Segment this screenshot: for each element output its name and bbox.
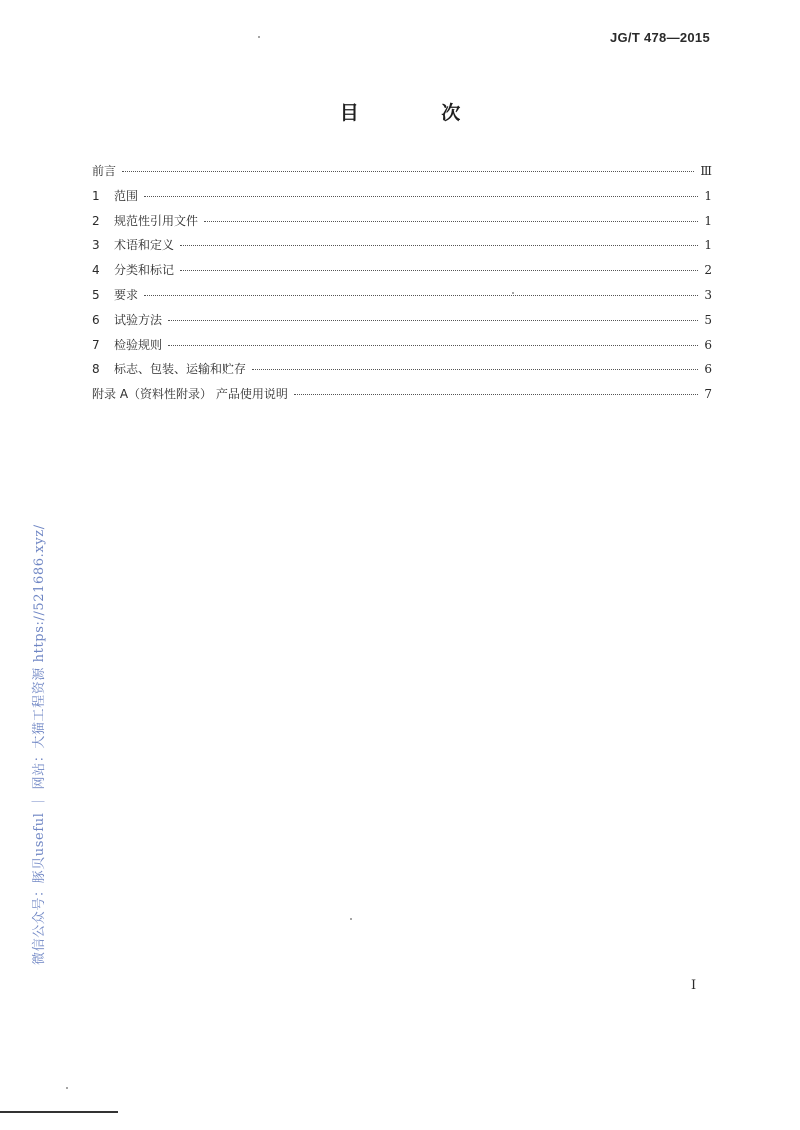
toc-entry-label: 分类和标记: [114, 263, 175, 278]
toc-entry-page: 1: [704, 238, 712, 253]
dot-leader: [180, 270, 698, 271]
dot-leader: [204, 221, 698, 222]
toc-entry-page: Ⅲ: [700, 164, 712, 178]
toc-entry-number: 3: [92, 238, 100, 253]
toc-entry-label: 试验方法: [114, 312, 163, 327]
toc-entry-page: 1: [704, 213, 712, 228]
toc-entry-page: 5: [704, 312, 712, 327]
dot-leader: [252, 369, 698, 370]
dot-leader: [168, 320, 698, 321]
toc-entry-page: 3: [704, 287, 712, 302]
toc-entry-number: 8: [92, 362, 100, 377]
dot-leader: [122, 171, 694, 172]
page-number: I: [691, 978, 697, 993]
toc-entry-number: 2: [92, 213, 100, 228]
scan-speck: [66, 1087, 68, 1089]
toc-entry-terms-definitions[interactable]: [92, 236, 712, 261]
table-of-contents: [92, 162, 712, 410]
toc-entry-page: 2: [704, 263, 712, 278]
toc-entry-label: 术语和定义: [114, 238, 175, 253]
toc-entry-label: 规范性引用文件: [114, 213, 199, 228]
toc-entry-label: 前言: [92, 164, 117, 178]
toc-entry-requirements[interactable]: [92, 286, 712, 311]
toc-entry-number: 6: [92, 312, 100, 327]
scan-edge-line: [0, 1111, 118, 1113]
toc-entry-label: 附录 A（资料性附录） 产品使用说明: [92, 387, 288, 402]
dot-leader: [168, 345, 698, 346]
toc-entry-page: 6: [704, 362, 712, 377]
dot-leader: [294, 394, 698, 395]
scan-speck: [258, 36, 260, 38]
standard-code: JG/T 478—2015: [609, 30, 710, 45]
scan-speck: [350, 918, 352, 920]
toc-entry-label: 检验规则: [114, 337, 163, 352]
toc-entry-classification-marking[interactable]: [92, 261, 712, 286]
toc-entry-number: 1: [92, 188, 100, 203]
dot-leader: [144, 196, 698, 197]
toc-entry-page: 1: [704, 188, 712, 203]
dot-leader: [180, 245, 698, 246]
dot-leader: [144, 295, 698, 296]
toc-entry-label: 要求: [114, 287, 139, 302]
toc-entry-page: 6: [704, 337, 712, 352]
toc-entry-page: 7: [704, 387, 712, 402]
toc-entry-number: 5: [92, 287, 100, 302]
toc-entry-annex-a[interactable]: [92, 385, 712, 410]
toc-entry-label: 标志、包装、运输和贮存: [114, 362, 247, 377]
toc-entry-marking-packaging[interactable]: [92, 360, 712, 385]
watermark-text: 微信公众号：豚贝useful ｜ 网站：大猫工程资源 https://521686.xyz/: [32, 524, 47, 965]
toc-entry-number: 4: [92, 263, 100, 278]
toc-entry-label: 范围: [114, 188, 139, 203]
page-title: 目 次: [339, 102, 499, 124]
toc-entry-inspection-rules[interactable]: [92, 336, 712, 361]
scan-speck: [512, 292, 514, 294]
toc-entry-number: 7: [92, 337, 100, 352]
toc-entry-foreword[interactable]: [92, 162, 712, 187]
toc-entry-scope[interactable]: [92, 187, 712, 212]
toc-entry-test-methods[interactable]: [92, 311, 712, 336]
toc-entry-normative-references[interactable]: [92, 212, 712, 237]
